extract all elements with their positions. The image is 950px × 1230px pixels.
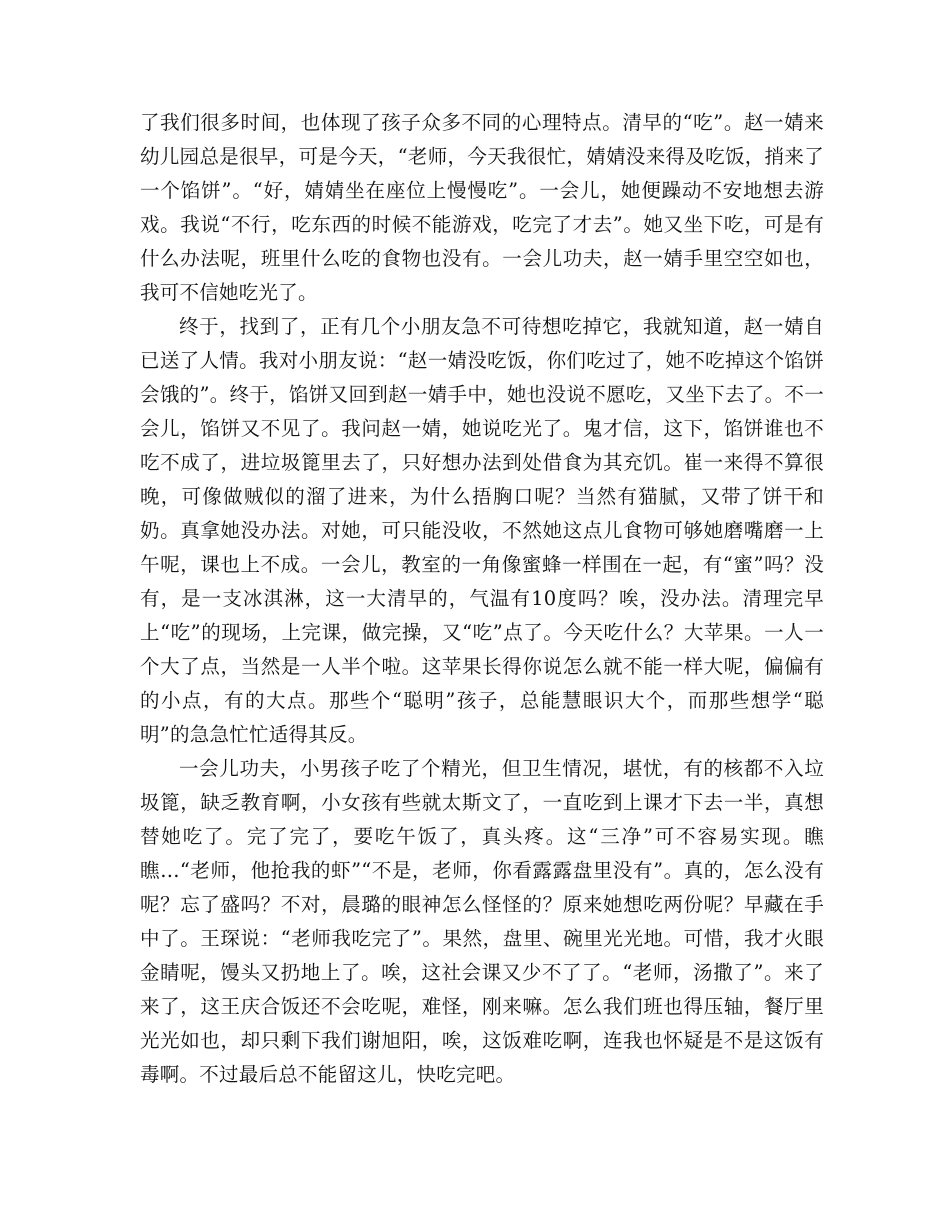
paragraph-3: 一会儿功夫，小男孩子吃了个精光，但卫生情况，堪忧，有的核都不入垃圾篦，缺乏教育啊，小女孩有些就太斯文了，一直吃到上课才下去一半，真想替她吃了。完了完了，要吃午饭了，真头疼。这“三净”可不容易实现。瞧瞧…“老师，他抢我的虾”“不是，老师，你看露露盘里没有”。真的，怎么没有呢？忘了盛吗？不对，晨璐的眼神怎么怪怪的？原来她想吃两份呢？早藏在手中了。王琛说：“老师我吃完了”。果然，盘里、碗里光光地。可惜，我才火眼金睛呢，馒头又扔地上了。唉，这社会课又少不了了。“老师，汤撒了”。来了来了，这王庆合饭还不会吃呢，难怪，刚来嘛。怎么我们班也得压轴，餐厅里光光如也，却只剩下我们谢旭阳，唉，这饭难吃啊，连我也怀疑是不是这饭有毒啊。不过最后总不能留这儿，快吃完吧。 — [140, 757, 824, 1086]
paragraph-2: 终于，找到了，正有几个小朋友急不可待想吃掉它，我就知道，赵一婧自已送了人情。我对小朋友说：“赵一婧没吃饭，你们吃过了，她不吃掉这个馅饼会饿的”。终于，馅饼又回到赵一婧手中，她也没说不愿吃，又坐下去了。不一会儿，馅饼又不见了。我问赵一婧，她说吃光了。鬼才信，这下，馅饼谁也不吃不成了，进垃圾篦里去了，只好想办法到处借食为其充饥。崔一来得不算很晚，可像做贼似的溜了进来，为什么捂胸口呢？当然有猫腻，又带了饼干和奶。真拿她没办法。对她，可只能没收，不然她这点儿食物可够她磨嘴磨一上午呢，课也上不成。一会儿，教室的一角像蜜蜂一样围在一起，有“蜜”吗？没有，是一支冰淇淋，这一大清早的，气温有10度吗？唉，没办法。清理完早上“吃”的现场，上完课，做完操，又“吃”点了。今天吃什么？大苹果。一人一个大了点，当然是一人半个啦。这苹果长得你说怎么就不能一样大呢，偏偏有的小点，有的大点。那些个“聪明”孩子，总能慧眼识大个，而那些想学“聪明”的急急忙忙适得其反。 — [140, 315, 824, 746]
paragraph-1: 了我们很多时间，也体现了孩子众多不同的心理特点。清早的“吃”。赵一婧来幼儿园总是很早，可是今天，“老师，今天我很忙，婧婧没来得及吃饭，捎来了一个馅饼”。“好，婧婧坐在座位上慢慢吃”。一会儿，她便躁动不安地想去游戏。我说“不行，吃东西的时候不能游戏，吃完了才去”。她又坐下吃，可是有什么办法呢，班里什么吃的食物也没有。一会儿功夫，赵一婧手里空空如也，我可不信她吃光了。 — [140, 111, 824, 304]
document-page — [140, 106, 824, 1092]
